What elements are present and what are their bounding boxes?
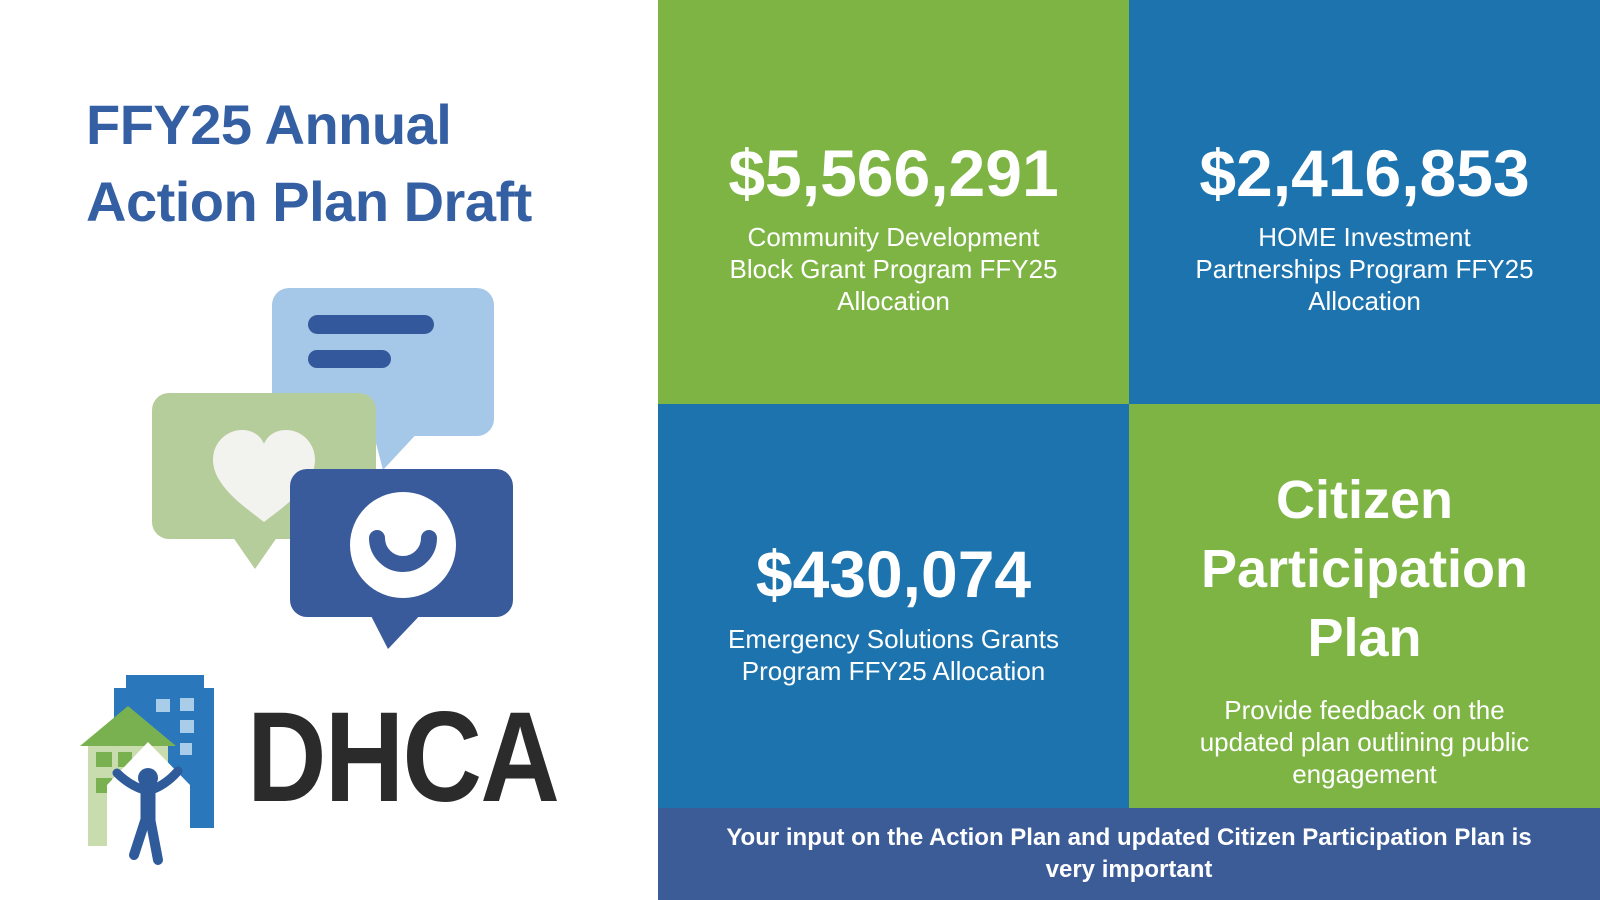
text-line-icon	[308, 350, 391, 368]
chat-bubble-smiley-icon	[290, 469, 513, 649]
citizen-participation-block	[1129, 404, 1600, 808]
citizen-participation-description: Provide feedback on the updated plan outlining public engagement	[1199, 695, 1530, 789]
footer-text: Your input on the Action Plan and updated Citizen Participation Plan is very important	[726, 824, 1532, 883]
cdbg-description: Community Development Block Grant Program FFY25 Allocation	[729, 222, 1058, 316]
left-panel	[0, 0, 658, 900]
smiley-face-icon	[350, 492, 456, 598]
footer-banner	[658, 808, 1600, 900]
esg-amount: $430,074	[755, 537, 1032, 612]
dhca-wordmark: DHCA	[247, 686, 559, 829]
chat-bubbles-illustration	[120, 270, 540, 660]
home-allocation-block	[1129, 0, 1600, 404]
home-description: HOME Investment Partnerships Program FFY25 Allocation	[1195, 222, 1534, 316]
esg-allocation-block	[658, 404, 1129, 808]
allocation-grid	[658, 0, 1600, 808]
home-amount: $2,416,853	[1199, 135, 1530, 210]
page-title: FFY25 Annual Action Plan Draft	[86, 93, 532, 234]
dhca-logo-icon	[76, 648, 246, 870]
cdbg-allocation-block	[658, 0, 1129, 404]
citizen-participation-heading: Citizen Participation Plan	[1200, 469, 1529, 668]
cdbg-amount: $5,566,291	[728, 135, 1059, 210]
text-line-icon	[308, 315, 434, 334]
esg-description: Emergency Solutions Grants Program FFY25 Allocation	[728, 624, 1059, 686]
